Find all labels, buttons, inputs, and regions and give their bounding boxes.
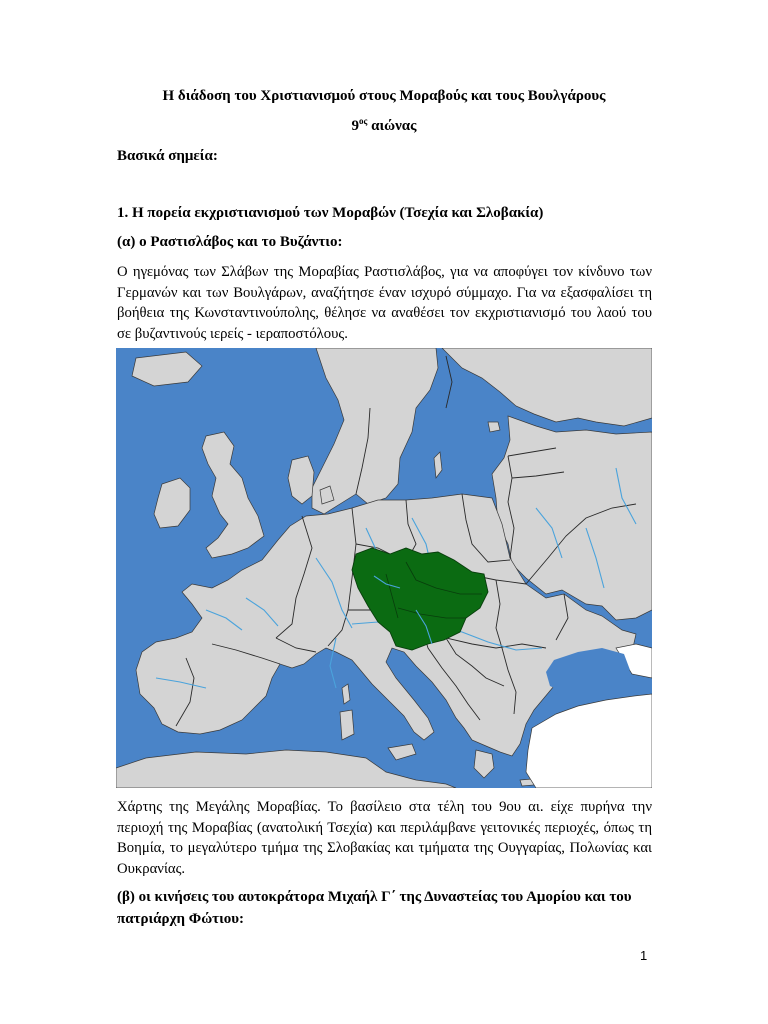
- saaremaa-island: [488, 422, 500, 432]
- century-word: αιώνας: [371, 118, 417, 134]
- map-svg: [116, 348, 652, 788]
- century-number: 9: [351, 118, 360, 134]
- document-title: Η διάδοση του Χριστιανισμού στους Μοραβούς και τους Βουλγάρους: [162, 88, 606, 104]
- section-1-heading: 1. Η πορεία εκχριστιανισμού των Μοραβών (Τσεχία και Σλοβακία): [117, 205, 544, 221]
- great-moravia-map: [116, 348, 652, 788]
- paragraph-rastislav: Ο ηγεμόνας των Σλάβων της Μοραβίας Ραστισλάβος, για να αποφύγει τον κίνδυνο των Γερμανών και των Βουλγάρων, αναζήτησε έναν ισχυρό σύμμαχο. Για να εξασφαλίσει τη βοήθεια της Κωνσταντινούπολης, θέλησε να αναθέσει τον εκχριστιανισμό του λαού του σε βυζαντινούς ιερείς - ιεραποστόλους.: [117, 264, 652, 342]
- century-superscript: ος: [359, 116, 368, 126]
- subsection-b-heading: (β) οι κινήσεις του αυτοκράτορα Μιχαήλ Γ΄ της Δυναστείας του Αμορίου και του πατριάρχη Φώτιου:: [117, 889, 632, 927]
- basic-points-heading: Βασικά σημεία:: [117, 148, 218, 164]
- century-line: [0, 118, 768, 135]
- subsection-a-heading: (α) ο Ραστισλάβος και το Βυζάντιο:: [117, 234, 343, 250]
- map-caption: Χάρτης της Μεγάλης Μοραβίας. Το βασίλειο στα τέλη του 9ου αι. είχε πυρήνα την περιοχή της Μοραβίας (ανατολική Τσεχία) και περιλάμβανε γειτονικές περιοχές, όπως τη Βοημία, το μεγαλύτερο τμήμα της Σλοβακίας και τμήματα της Ουγγαρίας, Πολωνίας και Ουκρανίας.: [117, 799, 652, 877]
- page-number: 1: [640, 948, 648, 963]
